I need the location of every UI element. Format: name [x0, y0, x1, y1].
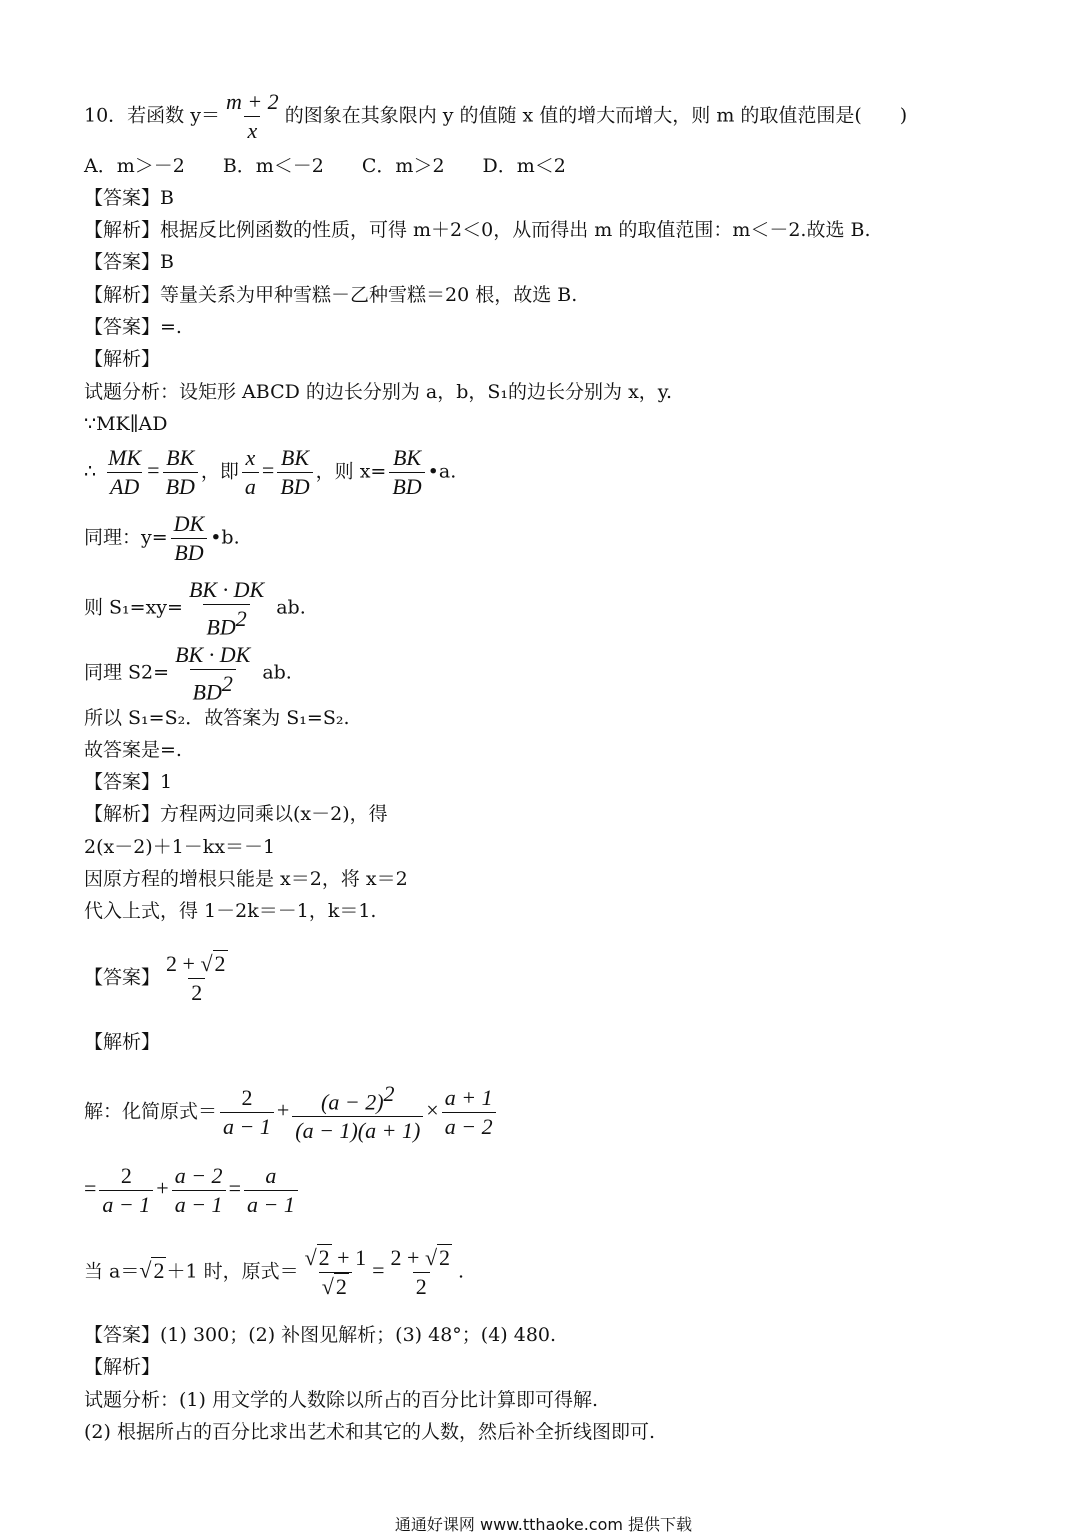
q10-stem [84, 88, 907, 145]
q11-analysis: 【解析】等量关系为甲种雪糕－乙种雪糕＝20 根，故选 B. [84, 284, 578, 306]
q13-line-1: 2(x－2)＋1－kx＝－1 [84, 836, 276, 858]
fraction: $\frac{2 + √2}{2}$ [390, 1245, 451, 1299]
q10-suffix: 的图象在其象限内 y 的值随 x 值的增大而增大，则 m 的取值范围是( ) [284, 104, 908, 127]
q13-answer: 【答案】1 [84, 771, 173, 793]
q12-analysis-heading: 【解析】 [84, 348, 161, 370]
fraction: $\frac{2}{a - 1}$ [99, 1162, 153, 1219]
fraction: $\frac{a + 1}{a - 2}$ [442, 1084, 496, 1141]
q12-line-8: 故答案是=. [84, 739, 182, 761]
q13-line-2: 因原方程的增根只能是 x＝2，将 x＝2 [84, 868, 408, 890]
q15-line-1: 试题分析：(1) 用文学的人数除以所占的百分比计算即可得解. [84, 1389, 598, 1411]
q14-answer: 【答案】 $\frac{2 + √2}{2}$ [84, 950, 234, 1007]
fraction: $\frac{2}{a - 1}$ [220, 1084, 274, 1141]
fraction: $\frac{x}{a}$ [242, 444, 259, 501]
fraction: $\frac{BK}{BD}$ [389, 444, 424, 501]
answer-fraction: $\frac{2 + √2}{2}$ [166, 951, 226, 1005]
q10-analysis: 【解析】根据反比例函数的性质，可得 m＋2＜0，从而得出 m 的取值范围：m＜－2.故选 B. [84, 219, 871, 241]
q13-analysis: 【解析】方程两边同乘以(x－2)，得 [84, 803, 388, 825]
q12-line-4: 同理：y= $\frac{DK}{BD}$ •b. [84, 511, 240, 565]
q12-line-3: ∴ $\frac{MK}{AD}$ = $\frac{BK}{BD}$ ，即 $\frac{x}{a}$ = $\frac{BK}{BD}$ ，则 x= $\frac{BK}{BD}$ •a. [84, 445, 457, 499]
fraction: $\frac{a - 2}{a - 1}$ [172, 1162, 226, 1219]
fraction: $\frac{BK \cdot DK}{BD^2}$ [175, 642, 251, 705]
q12-line-1: 试题分析：设矩形 ABCD 的边长分别为 a，b，S₁的边长分别为 x，y. [84, 381, 673, 403]
sqrt-symbol: √2 [424, 1245, 451, 1270]
q12-answer: 【答案】=. [84, 316, 182, 338]
fraction: $\frac{√2 + 1}{√2}$ [304, 1245, 367, 1299]
fraction: $\frac{BK \cdot DK}{BD^2}$ [188, 577, 265, 640]
q15-answer: 【答案】(1) 300；(2) 补图见解析；(3) 48°；(4) 480. [84, 1324, 557, 1346]
q12-line-6: 同理 S2= $\frac{BK \cdot DK}{BD^2}$ ab. [84, 642, 292, 705]
fraction: $\frac{a}{a - 1}$ [244, 1162, 298, 1219]
sqrt-symbol: √2 [304, 1245, 330, 1270]
q10-fraction: $\frac{m + 2}{x}$ [225, 89, 279, 143]
page-footer: 通通好课网 www.tthaoke.com 提供下载 [394, 1515, 693, 1534]
fraction: $\frac{MK}{AD}$ [108, 445, 142, 499]
fraction: $\frac{BK}{BD}$ [163, 444, 198, 501]
q14-step-2: = $\frac{2}{a - 1}$ + $\frac{a - 2}{a - 1}$ = $\frac{a}{a - 1}$ [84, 1162, 301, 1219]
q13-line-3: 代入上式，得 1－2k＝－1，k＝1. [84, 900, 377, 922]
q10-options: A．m＞－2 B．m＜－2 C．m＞2 D．m＜2 [84, 155, 566, 177]
q14-analysis-heading: 【解析】 [84, 1031, 161, 1053]
fraction: $\frac{BK}{BD}$ [277, 444, 312, 501]
q14-step-3: 当 a＝√2 ＋1 时，原式＝ $\frac{√2 + 1}{√2}$ = $\frac{2 + √2}{2}$ . [84, 1245, 465, 1299]
q10-prefix: 10．若函数 y＝ [84, 104, 220, 127]
q10-answer: 【答案】B [84, 187, 174, 209]
q14-step-1: 解：化简原式＝ $\frac{2}{a - 1}$ + $\frac{(a - 2)^2}{(a - 1)(a + 1)}$ × $\frac{a + 1}{a - 2}$ [84, 1080, 499, 1145]
q15-analysis-heading: 【解析】 [84, 1356, 161, 1378]
sqrt-symbol: √2 [139, 1257, 165, 1283]
q12-line-5: 则 S₁=xy= $\frac{BK \cdot DK}{BD^2}$ ab. [84, 577, 306, 640]
fraction: $\frac{(a - 2)^2}{(a - 1)(a + 1)}$ [292, 1080, 423, 1145]
fraction: $\frac{DK}{BD}$ [171, 510, 208, 567]
sqrt-symbol: √2 [321, 1274, 347, 1299]
q12-line-7: 所以 S₁=S₂．故答案为 S₁=S₂. [84, 707, 350, 729]
q11-answer: 【答案】B [84, 251, 174, 273]
sqrt-symbol: √2 [200, 951, 226, 976]
q15-line-2: (2) 根据所占的百分比求出艺术和其它的人数，然后补全折线图即可. [84, 1421, 655, 1443]
q12-line-2: ∵MK∥AD [84, 413, 168, 435]
